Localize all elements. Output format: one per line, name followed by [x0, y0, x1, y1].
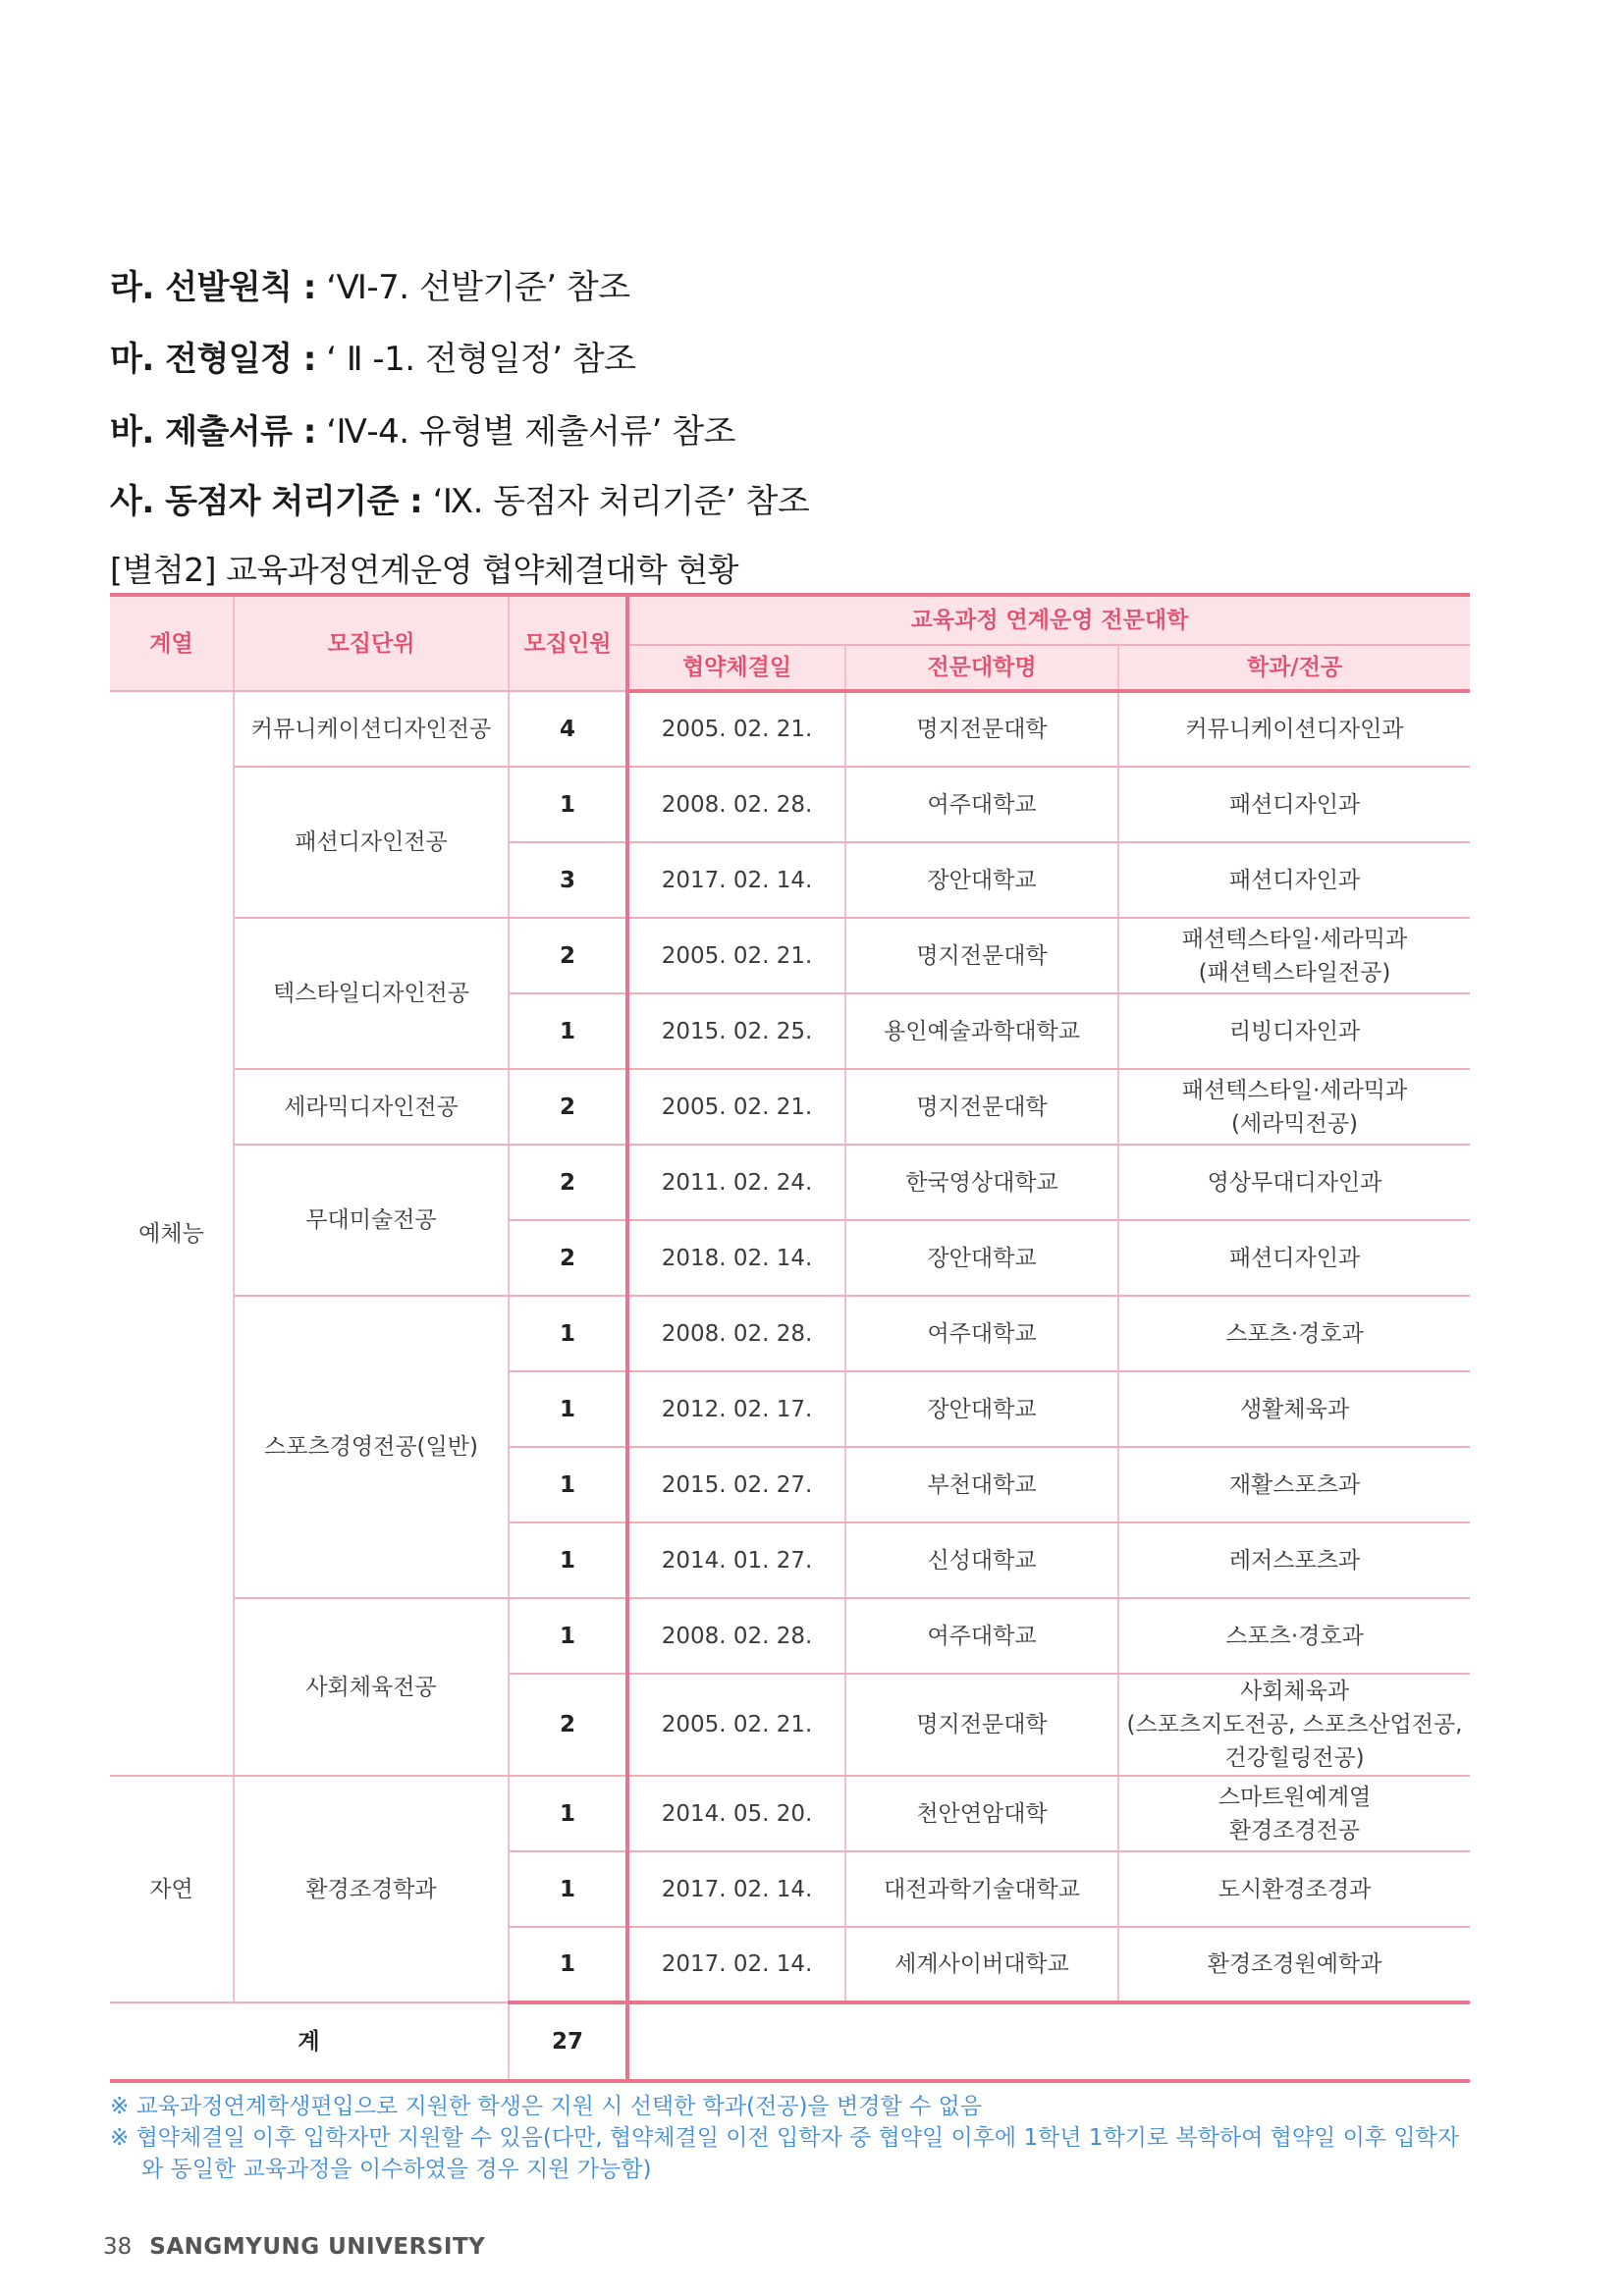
date-cell: 2008. 02. 28. [627, 1598, 845, 1674]
total-label: 계 [110, 2002, 509, 2081]
college-cell: 명지전문대학 [845, 1069, 1118, 1145]
date-cell: 2014. 01. 27. [627, 1522, 845, 1598]
college-cell: 용인예술과학대학교 [845, 993, 1118, 1069]
item-value: ‘Ⅳ-4. 유형별 제출서류’ 참조 [315, 412, 735, 452]
unit-cell: 패션디자인전공 [234, 767, 509, 918]
date-cell: 2008. 02. 28. [627, 1296, 845, 1371]
item-value: ‘Ⅵ-7. 선발기준’ 참조 [315, 268, 630, 307]
college-cell: 신성대학교 [845, 1522, 1118, 1598]
count-cell: 1 [509, 767, 627, 842]
table-row [110, 1776, 1470, 1851]
dept-cell: 스포츠·경호과 [1118, 1296, 1470, 1371]
dept-line: (패션텍스타일전공) [1198, 959, 1391, 986]
dept-cell: 영상무대디자인과 [1118, 1145, 1470, 1220]
dept-line: (세라믹전공) [1230, 1110, 1359, 1137]
college-cell: 부천대학교 [845, 1447, 1118, 1522]
college-cell: 명지전문대학 [845, 691, 1118, 767]
date-cell: 2011. 02. 24. [627, 1145, 845, 1220]
count-cell: 2 [509, 1674, 627, 1776]
item-value: ‘ Ⅱ -1. 전형일정’ 참조 [315, 340, 636, 379]
college-cell: 대전과학기술대학교 [845, 1851, 1118, 1927]
note-item: ※ 협약체결일 이후 입학자만 지원할 수 있음(다만, 협약체결일 이전 입학자 중 협약일 이후에 1학년 1학기로 복학하여 협약일 이후 입학자와 동일한 교육과정을 이수하였을 경우 지원 가능함) [110, 2125, 1459, 2182]
item-label: 바. 제출서류 : [110, 412, 316, 452]
item-value: ‘Ⅸ. 동점자 처리기준’ 참조 [422, 482, 810, 521]
count-cell: 1 [509, 1776, 627, 1851]
item-label: 라. 선발원칙 : [110, 268, 316, 307]
unit-cell: 스포츠경영전공(일반) [234, 1296, 509, 1598]
dept-cell [1118, 1069, 1470, 1145]
section-title: [별첨2] 교육과정연계운영 협약체결대학 현황 [110, 551, 739, 589]
count-cell: 2 [509, 1145, 627, 1220]
college-cell: 여주대학교 [845, 1598, 1118, 1674]
note-item: ※ 교육과정연계학생편입으로 지원한 학생은 지원 시 선택한 학과(전공)을 변경할 수 없음 [110, 2094, 982, 2119]
header-college: 전문대학명 [845, 645, 1118, 691]
table-row [110, 918, 1470, 993]
unit-cell: 세라믹디자인전공 [234, 1069, 509, 1145]
total-row [110, 2002, 1470, 2081]
date-cell: 2005. 02. 21. [627, 1674, 845, 1776]
date-cell: 2018. 02. 14. [627, 1220, 845, 1296]
page-number: 38 [103, 2234, 133, 2260]
dept-line: 사회체육과 [1239, 1679, 1350, 1704]
dept-line: 패션텍스타일·세라믹과 [1181, 926, 1408, 952]
section-item-selection-principle [110, 260, 630, 308]
count-cell: 1 [509, 1851, 627, 1927]
dept-cell: 스포츠·경호과 [1118, 1598, 1470, 1674]
dept-cell: 생활체육과 [1118, 1371, 1470, 1447]
dept-cell: 패션디자인과 [1118, 767, 1470, 842]
dept-cell [1118, 1674, 1470, 1776]
count-cell: 4 [509, 691, 627, 767]
field-cell: 예체능 [110, 691, 234, 1776]
dept-cell: 재활스포츠과 [1118, 1447, 1470, 1522]
agreement-table [110, 593, 1470, 2083]
dept-cell: 리빙디자인과 [1118, 993, 1470, 1069]
page-footer [103, 2234, 485, 2260]
table-row [110, 1145, 1470, 1220]
header-date: 협약체결일 [627, 645, 845, 691]
unit-cell: 무대미술전공 [234, 1145, 509, 1296]
section-item-documents [110, 404, 735, 453]
count-cell: 1 [509, 1371, 627, 1447]
section-item-schedule [110, 332, 636, 380]
unit-cell: 환경조경학과 [234, 1776, 509, 2002]
dept-cell: 도시환경조경과 [1118, 1851, 1470, 1927]
count-cell: 3 [509, 842, 627, 918]
table-row [110, 1296, 1470, 1371]
dept-cell [1118, 1776, 1470, 1851]
date-cell: 2014. 05. 20. [627, 1776, 845, 1851]
date-cell: 2005. 02. 21. [627, 691, 845, 767]
date-cell: 2015. 02. 25. [627, 993, 845, 1069]
dept-line: 패션텍스타일·세라믹과 [1181, 1077, 1408, 1103]
header-unit: 모집단위 [234, 595, 509, 691]
university-name: SANGMYUNG UNIVERSITY [149, 2234, 486, 2260]
dept-cell: 패션디자인과 [1118, 842, 1470, 918]
college-cell: 세계사이버대학교 [845, 1927, 1118, 2002]
college-cell: 한국영상대학교 [845, 1145, 1118, 1220]
count-cell: 2 [509, 918, 627, 993]
count-cell: 2 [509, 1220, 627, 1296]
college-cell: 장안대학교 [845, 1220, 1118, 1296]
total-value: 27 [509, 2002, 627, 2081]
count-cell: 1 [509, 1598, 627, 1674]
dept-line: 스마트원예계열 [1218, 1784, 1372, 1810]
dept-line: 건강힐링전공) [1224, 1745, 1365, 1771]
count-cell: 1 [509, 1296, 627, 1371]
dept-cell [1118, 918, 1470, 993]
date-cell: 2005. 02. 21. [627, 918, 845, 993]
notes [110, 2091, 1465, 2185]
header-dept: 학과/전공 [1118, 645, 1470, 691]
college-cell: 장안대학교 [845, 1371, 1118, 1447]
date-cell: 2008. 02. 28. [627, 767, 845, 842]
college-cell: 명지전문대학 [845, 1674, 1118, 1776]
dept-line: (스포츠지도전공, 스포츠산업전공, [1126, 1712, 1463, 1737]
dept-cell: 패션디자인과 [1118, 1220, 1470, 1296]
date-cell: 2015. 02. 27. [627, 1447, 845, 1522]
dept-cell: 커뮤니케이션디자인과 [1118, 691, 1470, 767]
dept-cell: 레저스포츠과 [1118, 1522, 1470, 1598]
college-cell: 명지전문대학 [845, 918, 1118, 993]
count-cell: 1 [509, 993, 627, 1069]
college-cell: 장안대학교 [845, 842, 1118, 918]
college-cell: 여주대학교 [845, 1296, 1118, 1371]
count-cell: 1 [509, 1522, 627, 1598]
table-row [110, 1069, 1470, 1145]
count-cell: 1 [509, 1447, 627, 1522]
date-cell: 2017. 02. 14. [627, 1927, 845, 2002]
table-row [110, 767, 1470, 842]
section-item-tiebreak [110, 474, 809, 522]
table-row [110, 1598, 1470, 1674]
total-empty [627, 2002, 1470, 2081]
dept-line: 환경조경전공 [1228, 1817, 1361, 1843]
count-cell: 1 [509, 1927, 627, 2002]
table-row [110, 691, 1470, 767]
unit-cell: 커뮤니케이션디자인전공 [234, 691, 509, 767]
college-cell: 여주대학교 [845, 767, 1118, 842]
unit-cell: 사회체육전공 [234, 1598, 509, 1776]
field-cell: 자연 [110, 1776, 234, 2002]
college-cell: 천안연암대학 [845, 1776, 1118, 1851]
date-cell: 2012. 02. 17. [627, 1371, 845, 1447]
unit-cell: 텍스타일디자인전공 [234, 918, 509, 1069]
date-cell: 2017. 02. 14. [627, 1851, 845, 1927]
header-group: 교육과정 연계운영 전문대학 [627, 595, 1470, 645]
header-count: 모집인원 [509, 595, 627, 691]
item-label: 사. 동점자 처리기준 : [110, 482, 423, 521]
header-field: 계열 [110, 595, 234, 691]
count-cell: 2 [509, 1069, 627, 1145]
date-cell: 2005. 02. 21. [627, 1069, 845, 1145]
dept-cell: 환경조경원예학과 [1118, 1927, 1470, 2002]
date-cell: 2017. 02. 14. [627, 842, 845, 918]
item-label: 마. 전형일정 : [110, 340, 316, 379]
